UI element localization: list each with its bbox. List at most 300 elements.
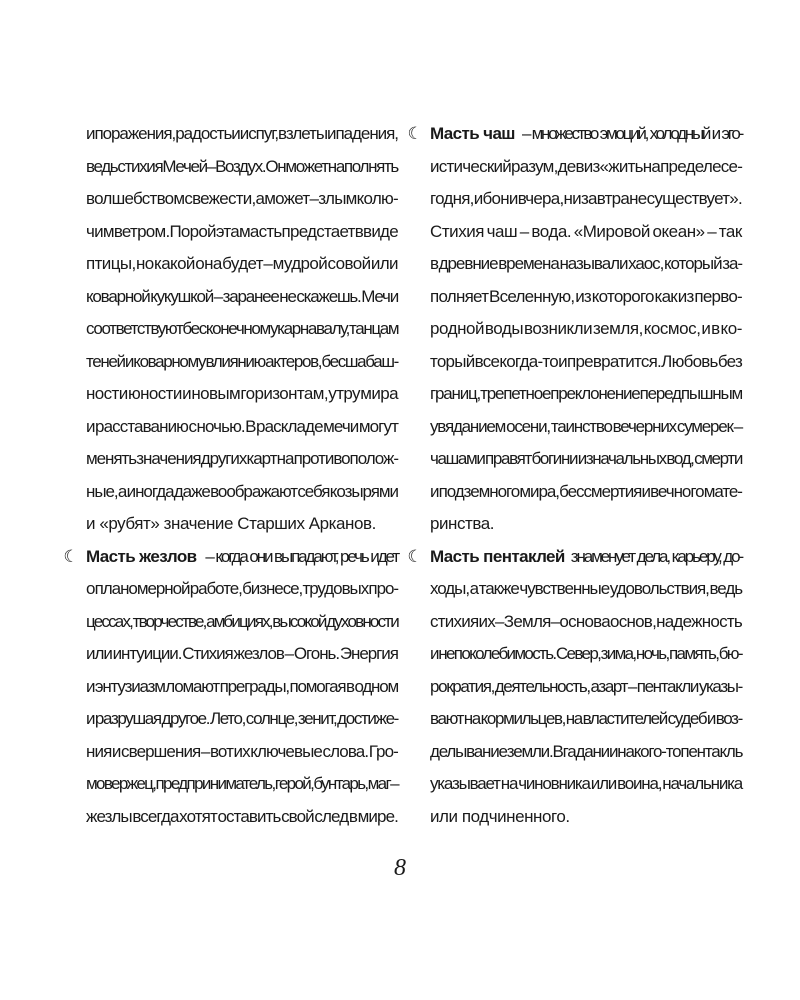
text-line: [86, 573, 398, 606]
word: на: [276, 449, 294, 468]
text-line: [430, 378, 742, 411]
text-line: [430, 216, 742, 249]
word: из: [575, 286, 591, 306]
text-line: [86, 118, 398, 151]
word: из: [677, 286, 694, 306]
word: за-: [722, 254, 742, 273]
word: делывание: [430, 741, 507, 761]
word: вода.: [531, 221, 572, 241]
crescent-moon-icon: ☾: [63, 546, 77, 566]
word: –: [519, 221, 529, 241]
word: непоколебимость.: [438, 644, 556, 663]
word: надежность: [656, 611, 742, 631]
word: ключевые: [250, 741, 322, 761]
word: соответствуют: [86, 319, 183, 338]
word: кормильцев,: [480, 709, 566, 728]
word: ведь: [86, 156, 118, 176]
word: ные,: [86, 481, 118, 501]
word: воина,: [617, 774, 662, 793]
word: в: [711, 319, 720, 338]
word: расставанию: [95, 416, 189, 436]
word: а: [255, 189, 265, 208]
word: одном: [354, 676, 398, 696]
word: виде: [363, 221, 398, 241]
pentacles-paragraph: [407, 541, 743, 834]
word: пентакли: [636, 676, 699, 696]
text-line: [430, 346, 742, 379]
word: и: [327, 124, 336, 143]
text-line: [86, 151, 398, 184]
word: бессмертия: [559, 481, 642, 501]
word: память,: [668, 644, 719, 663]
word: совой: [327, 254, 371, 273]
word: герой,: [274, 774, 314, 793]
word: земли.: [506, 741, 553, 761]
word: –: [495, 611, 504, 631]
word: предстает: [281, 221, 355, 241]
text-line: [86, 346, 398, 379]
word: бю-: [718, 644, 742, 663]
word: менять: [86, 449, 137, 468]
text-line: [430, 573, 742, 606]
word: их: [478, 611, 496, 631]
text-line: [86, 671, 398, 704]
word: оставить: [217, 806, 281, 826]
text-line: [86, 443, 398, 476]
word: свершения: [121, 741, 201, 761]
word: истический: [430, 156, 512, 176]
word: амбициях,: [206, 611, 272, 631]
word: удовольствия,: [609, 579, 709, 598]
word: юности: [127, 384, 182, 403]
word: коварной: [86, 286, 150, 306]
word: злым: [318, 189, 357, 208]
word: мечи: [323, 416, 359, 436]
word: осени,: [506, 416, 550, 436]
text-line: [430, 151, 742, 184]
word: скажешь.: [296, 286, 361, 306]
word: и: [706, 709, 716, 728]
word: се-: [720, 156, 743, 176]
word: деятельность,: [494, 676, 590, 696]
word: границ,: [430, 384, 481, 403]
text-line: [430, 281, 742, 314]
word: волшебством: [86, 189, 185, 208]
word: и: [86, 676, 95, 696]
word: подземного: [438, 481, 520, 501]
word: но: [135, 254, 154, 273]
word: след: [314, 806, 349, 826]
word: утру: [328, 384, 360, 403]
text-line: [86, 378, 398, 411]
word: в: [354, 221, 363, 241]
word: Огонь.: [293, 644, 340, 663]
word: мовержец,: [86, 774, 156, 793]
word: смерти: [694, 449, 742, 468]
word: танцам: [348, 319, 399, 338]
word: и: [86, 416, 95, 436]
text-line: [86, 411, 398, 444]
word: ходы,: [430, 579, 470, 598]
wands-paragraph: [63, 541, 398, 834]
word: в: [430, 254, 438, 273]
text-line: [86, 313, 398, 346]
word: властителей: [582, 709, 667, 728]
word: указывает: [430, 774, 500, 793]
word: противополож-: [293, 449, 398, 468]
word: океан»: [652, 221, 705, 241]
crescent-moon-icon: ☾: [407, 546, 421, 566]
word: бунтарь,: [313, 774, 368, 793]
word: правят: [485, 449, 531, 468]
word: ведь: [709, 579, 742, 598]
word: хаос,: [628, 254, 664, 273]
crescent-moon-icon: ☾: [407, 124, 421, 143]
word: когда-то: [499, 351, 558, 371]
word: рократия,: [430, 676, 494, 696]
word: духовности: [326, 611, 398, 631]
word: –: [200, 741, 210, 761]
word: их: [233, 741, 250, 761]
word: козырями: [329, 481, 398, 501]
word: ибо: [473, 189, 501, 208]
word: испуг,: [239, 124, 279, 143]
word: работе,: [189, 579, 242, 598]
word: Земля: [503, 611, 551, 631]
word: Порой: [169, 221, 216, 241]
word: горизонтам,: [240, 384, 328, 403]
text-line: [430, 476, 742, 509]
word: не: [629, 189, 647, 208]
word: жезлов: [233, 644, 284, 663]
word: чашами: [430, 449, 485, 468]
text-line: ринства.: [430, 514, 495, 533]
word: взлеты: [278, 124, 328, 143]
word: преклонение: [550, 384, 640, 403]
word: основ,: [610, 611, 657, 631]
word: даже: [173, 481, 210, 501]
word: –: [707, 221, 717, 241]
word: может: [264, 189, 310, 208]
word: чиновника: [518, 774, 590, 793]
word: ночь,: [635, 644, 669, 663]
word: про-: [368, 579, 398, 598]
word: высокой: [272, 611, 326, 631]
word: воз-: [715, 709, 742, 728]
word: вот: [209, 741, 233, 761]
word: и: [430, 481, 439, 501]
word: годня,: [430, 189, 474, 208]
text-line: [86, 216, 398, 249]
word: возникли: [523, 319, 593, 338]
word: или: [590, 774, 617, 793]
word: на: [617, 741, 634, 761]
word: ночью.: [196, 416, 245, 436]
word: Энергия: [339, 644, 398, 663]
word: Вселенную,: [489, 286, 575, 306]
word: и: [558, 351, 567, 371]
word: в: [348, 806, 357, 826]
pentacles-first-line: знаменует дела, карьеру, до-: [570, 546, 743, 566]
word: карнавалу,: [277, 319, 349, 338]
word: и: [182, 384, 191, 403]
word: все: [474, 351, 500, 371]
word: поражения,: [94, 124, 176, 143]
word: судеб: [667, 709, 707, 728]
word: воды: [484, 319, 524, 338]
cups-first-line: – множество эмоций, холодный и эго-: [521, 124, 742, 143]
word: времена: [498, 254, 559, 273]
word: Стихия: [430, 221, 485, 241]
word: разум,: [511, 156, 558, 176]
word: перво-: [694, 286, 742, 306]
text-line: [430, 768, 742, 801]
word: на: [463, 709, 480, 728]
text-line: и «рубят» значение Старших Арканов.: [86, 514, 376, 533]
word: бизнесе,: [242, 579, 303, 598]
word: –: [284, 644, 294, 663]
text-line: [86, 183, 398, 216]
text-line: [430, 671, 742, 704]
word: маг: [367, 774, 391, 793]
word: вечного: [650, 481, 704, 501]
word: которого: [591, 286, 654, 306]
word: цессах,: [86, 611, 133, 631]
word: падения,: [335, 124, 398, 143]
word: на: [565, 709, 582, 728]
word: актеров,: [265, 351, 322, 371]
word: полняет: [430, 286, 489, 306]
text-line: [430, 703, 742, 736]
word: Воздух.: [215, 156, 266, 176]
word: пределе: [660, 156, 721, 176]
word: ломают: [165, 676, 219, 696]
word: кукушкой: [150, 286, 214, 306]
word: коварному: [133, 351, 206, 371]
word: так: [718, 221, 742, 241]
word: значения: [136, 449, 201, 468]
word: и: [124, 351, 134, 371]
word: раскладе: [256, 416, 323, 436]
text-line: [86, 606, 398, 639]
word: –: [550, 611, 560, 631]
word: зима,: [600, 644, 636, 663]
word: вают: [430, 709, 464, 728]
word: пентакль: [680, 741, 743, 761]
word: заранее: [222, 286, 279, 306]
word: без: [717, 351, 742, 371]
word: не: [279, 286, 296, 306]
word: могут: [358, 416, 398, 436]
word: превратится.: [567, 351, 662, 371]
word: мире.: [357, 806, 398, 826]
word: ния: [86, 741, 112, 761]
heading-line: [407, 541, 743, 574]
text-line: [86, 281, 398, 314]
word: –: [213, 286, 222, 306]
word: чим: [86, 221, 114, 241]
word: она: [195, 254, 222, 273]
word: перед: [639, 384, 681, 403]
word: и: [86, 124, 95, 143]
word: сумерек: [676, 416, 733, 436]
word: и: [86, 709, 95, 728]
word: указы-: [698, 676, 742, 696]
word: начальника: [662, 774, 742, 793]
text-line: или подчиненного.: [430, 806, 570, 826]
cups-heading: Масть чаш: [430, 124, 515, 143]
text-line: [430, 313, 742, 346]
word: Мечей: [162, 156, 207, 176]
word: называли: [559, 254, 628, 273]
word: древние: [438, 254, 498, 273]
word: а: [117, 481, 127, 501]
word: Север,: [555, 644, 601, 663]
swords-paragraph-continuation: [86, 118, 398, 541]
word: вод,: [666, 449, 694, 468]
word: или: [86, 644, 112, 663]
word: девиз: [557, 156, 600, 176]
word: может: [285, 156, 328, 176]
word: с: [188, 416, 197, 436]
word: воображают: [210, 481, 298, 501]
word: –: [733, 416, 742, 436]
word: ветром.: [113, 221, 170, 241]
word: как: [654, 286, 677, 306]
word: ни: [563, 189, 581, 208]
word: трудовых: [302, 579, 369, 598]
heading-line: [63, 541, 398, 574]
word: который: [663, 254, 722, 273]
word: в: [345, 676, 354, 696]
text-line: [430, 443, 742, 476]
word: разрушая: [94, 709, 161, 728]
text-line: [86, 736, 398, 769]
text-line: [86, 476, 398, 509]
word: других: [200, 449, 247, 468]
word: на: [642, 156, 661, 176]
right-column: [407, 118, 743, 833]
word: основа: [559, 611, 610, 631]
word: богини: [531, 449, 578, 468]
word: и: [641, 481, 650, 501]
word: чаш: [486, 221, 518, 241]
wands-heading: Масть жезлов: [86, 546, 197, 566]
word: мудрой: [272, 254, 328, 273]
word: гадании: [562, 741, 618, 761]
word: торый: [430, 351, 475, 371]
word: влиянию: [205, 351, 265, 371]
word: и: [701, 319, 711, 338]
word: на: [500, 774, 518, 793]
word: и: [111, 741, 121, 761]
word: себя: [297, 481, 330, 501]
text-line: [430, 248, 742, 281]
word: В: [245, 416, 256, 436]
word: слова.: [322, 741, 369, 761]
word: хотят: [179, 806, 217, 826]
word: радость: [175, 124, 232, 143]
word: мира: [360, 384, 398, 403]
word: Гро-: [368, 741, 398, 761]
word: Стихия: [182, 644, 233, 663]
word: энтузиазм: [94, 676, 165, 696]
word: земля,: [593, 319, 643, 338]
word: или: [370, 254, 398, 273]
word: трепетное: [480, 384, 551, 403]
word: иногда: [126, 481, 174, 501]
word: увяданием: [430, 416, 506, 436]
word: предприниматель,: [155, 774, 275, 793]
word: свой: [281, 806, 314, 826]
word: новым: [191, 384, 241, 403]
word: мате-: [703, 481, 742, 501]
word: стихия: [117, 156, 163, 176]
word: вчера,: [517, 189, 564, 208]
word: свежести,: [184, 189, 256, 208]
left-column: [63, 118, 399, 833]
word: азарт: [590, 676, 628, 696]
word: планомерной: [94, 579, 190, 598]
word: творчестве,: [132, 611, 206, 631]
word: кого-то: [633, 741, 681, 761]
word: «жить: [599, 156, 643, 176]
word: ни: [500, 189, 518, 208]
word: –: [309, 189, 319, 208]
word: бесшабаш-: [321, 351, 398, 371]
word: –: [627, 676, 636, 696]
word: пышным: [680, 384, 742, 403]
text-line: [430, 183, 742, 216]
word: космос,: [643, 319, 701, 338]
word: –: [263, 254, 273, 273]
word: другое.: [161, 709, 210, 728]
text-line: [86, 248, 398, 281]
word: масть: [238, 221, 282, 241]
heading-line: [407, 118, 742, 151]
word: ко-: [720, 319, 742, 338]
word: вечерних: [612, 416, 676, 436]
word: «Мировой: [573, 221, 650, 241]
page-number: 8: [394, 855, 406, 881]
word: существует».: [646, 189, 742, 208]
word: наполнять: [327, 156, 398, 176]
word: а: [469, 579, 479, 598]
word: таинство: [550, 416, 612, 436]
word: какой: [153, 254, 195, 273]
word: колю-: [356, 189, 398, 208]
pentacles-heading: Масть пентаклей: [430, 546, 565, 566]
word: будет: [222, 254, 263, 273]
word: зенит,: [297, 709, 337, 728]
text-line: [86, 801, 398, 834]
word: Мечи: [361, 286, 398, 306]
wands-first-line: – когда они выпадают, речь идет: [205, 546, 398, 566]
word: мира,: [519, 481, 559, 501]
text-line: [86, 703, 398, 736]
word: чувственные: [519, 579, 610, 598]
word: жезлы: [86, 806, 132, 826]
word: Он: [265, 156, 286, 176]
word: также: [478, 579, 519, 598]
word: теней: [86, 351, 125, 371]
text-line: [86, 768, 398, 801]
word: родной: [430, 319, 485, 338]
cups-paragraph: [407, 118, 743, 541]
word: о: [86, 579, 95, 598]
word: –: [206, 156, 215, 176]
word: эта: [215, 221, 239, 241]
